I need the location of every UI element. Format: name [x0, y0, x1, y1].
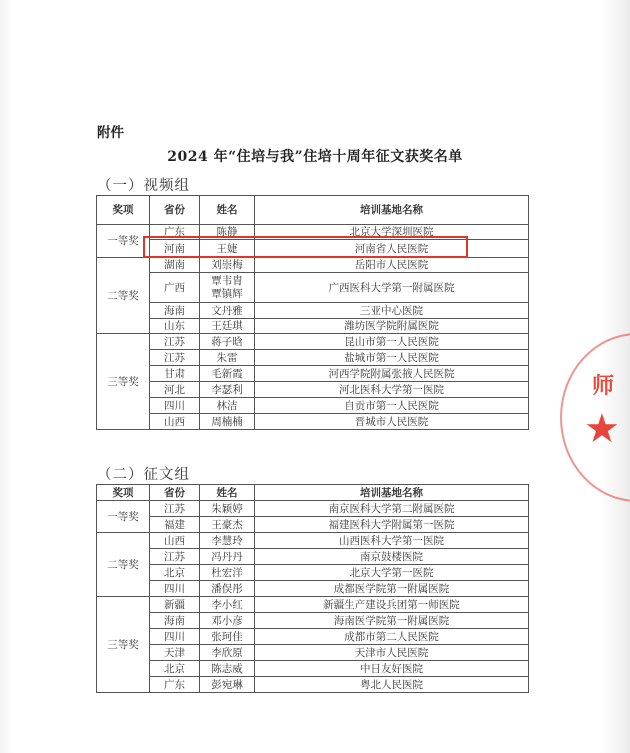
province-cell: 四川 [150, 581, 200, 597]
award-cell: 二等奖 [97, 258, 150, 334]
header-province: 省份 [150, 485, 200, 501]
name-cell: 李小红 [200, 597, 255, 613]
base-cell: 成都医学院第一附属医院 [255, 581, 529, 597]
attachment-label: 附件 [97, 125, 124, 141]
province-cell: 北京 [150, 661, 200, 677]
name-cell: 朱雷 [200, 350, 255, 366]
name-cell: 王婕 [200, 240, 255, 258]
name-cell: 蒋子晗 [200, 334, 255, 350]
award-cell: 一等奖 [97, 501, 150, 533]
base-cell: 山西医科大学第一医院 [255, 533, 529, 549]
province-cell: 广东 [150, 677, 200, 693]
base-cell: 中日友好医院 [255, 661, 529, 677]
base-cell: 昆山市第一人民医院 [255, 334, 529, 350]
table-row [97, 366, 529, 382]
base-cell: 南京医科大学第二附属医院 [255, 501, 529, 517]
base-cell: 河西学院附属张掖人民医院 [255, 366, 529, 382]
award-cell: 一等奖 [97, 225, 150, 258]
table-row [97, 677, 529, 693]
name-cell [200, 273, 255, 303]
base-cell: 河南省人民医院 [255, 240, 529, 258]
header-name: 姓名 [200, 196, 255, 225]
province-cell: 山西 [150, 414, 200, 430]
province-cell: 河北 [150, 382, 200, 398]
base-cell: 河北医科大学第一医院 [255, 382, 529, 398]
table-row [97, 382, 529, 398]
name-cell: 彭宛琳 [200, 677, 255, 693]
award-cell: 二等奖 [97, 533, 150, 597]
header-award: 奖项 [97, 485, 150, 501]
table-row [97, 398, 529, 414]
name-cell: 冯丹丹 [200, 549, 255, 565]
table-row [97, 581, 529, 597]
base-cell: 潍坊医学院附属医院 [255, 319, 529, 334]
table-row [97, 629, 529, 645]
table-row [97, 501, 529, 517]
name-cell: 朱颖婷 [200, 501, 255, 517]
province-cell: 福建 [150, 517, 200, 533]
header-award: 奖项 [97, 196, 150, 225]
base-cell: 广西医科大学第一附属医院 [255, 273, 529, 303]
base-cell: 北京大学第一医院 [255, 565, 529, 581]
name-cell: 陈志威 [200, 661, 255, 677]
table-row [97, 258, 529, 273]
table-row [97, 303, 529, 319]
base-cell: 三亚中心医院 [255, 303, 529, 319]
essay-group-heading: （二）征文组 [97, 467, 190, 483]
seal-character: 师 [592, 373, 615, 399]
province-cell: 广东 [150, 225, 200, 240]
table-row [97, 334, 529, 350]
highlight-box [143, 236, 468, 258]
province-cell: 湖南 [150, 258, 200, 273]
province-cell: 山西 [150, 533, 200, 549]
name-cell: 毛新霞 [200, 366, 255, 382]
video-group-table [96, 195, 529, 430]
province-cell: 北京 [150, 565, 200, 581]
header-province: 省份 [150, 196, 200, 225]
province-cell: 江苏 [150, 501, 200, 517]
header-name: 姓名 [200, 485, 255, 501]
table-row [97, 597, 529, 613]
province-cell: 海南 [150, 303, 200, 319]
document-title: 2024 年“住培与我”住培十周年征文获奖名单 [167, 149, 463, 165]
province-cell: 山东 [150, 319, 200, 334]
base-cell: 新疆生产建设兵团第一师医院 [255, 597, 529, 613]
name-cell: 王廷琪 [200, 319, 255, 334]
base-cell: 北京大学深圳医院 [255, 225, 529, 240]
name-cell: 陈静 [200, 225, 255, 240]
table-header-row [97, 485, 529, 501]
video-group-heading: （一）视频组 [97, 178, 190, 194]
base-cell: 粤北人民医院 [255, 677, 529, 693]
name-cell: 李瑟利 [200, 382, 255, 398]
province-cell: 四川 [150, 398, 200, 414]
table-row [97, 549, 529, 565]
province-cell: 甘肃 [150, 366, 200, 382]
province-cell: 广西 [150, 273, 200, 303]
province-cell: 江苏 [150, 334, 200, 350]
name-cell: 杜宏洋 [200, 565, 255, 581]
name-line: 覃镇辉 [211, 287, 243, 300]
name-cell: 张珂佳 [200, 629, 255, 645]
table-row [97, 319, 529, 334]
table-row [97, 565, 529, 581]
base-cell: 成都市第二人民医院 [255, 629, 529, 645]
base-cell: 晋城市人民医院 [255, 414, 529, 430]
province-cell: 江苏 [150, 350, 200, 366]
table-row [97, 414, 529, 430]
province-cell: 海南 [150, 613, 200, 629]
province-cell: 四川 [150, 629, 200, 645]
header-base: 培训基地名称 [255, 196, 529, 225]
table-row [97, 533, 529, 549]
table-row [97, 645, 529, 661]
name-cell: 李慧玲 [200, 533, 255, 549]
base-cell: 南京鼓楼医院 [255, 549, 529, 565]
name-cell: 林洁 [200, 398, 255, 414]
name-line: 覃韦胄 [211, 274, 243, 287]
province-cell: 新疆 [150, 597, 200, 613]
base-cell: 福建医科大学附属第一医院 [255, 517, 529, 533]
award-cell: 三等奖 [97, 334, 150, 430]
name-cell: 周楠楠 [200, 414, 255, 430]
table-row [97, 273, 529, 303]
header-base: 培训基地名称 [255, 485, 529, 501]
base-cell: 自贡市第一人民医院 [255, 398, 529, 414]
name-cell: 刘崇梅 [200, 258, 255, 273]
base-cell: 岳阳市人民医院 [255, 258, 529, 273]
seal-star-icon: ★ [584, 406, 620, 452]
name-cell: 潘俣彤 [200, 581, 255, 597]
name-cell: 邓小彦 [200, 613, 255, 629]
table-row [97, 350, 529, 366]
base-cell: 盐城市第一人民医院 [255, 350, 529, 366]
base-cell: 天津市人民医院 [255, 645, 529, 661]
name-cell: 王豪杰 [200, 517, 255, 533]
province-cell: 河南 [150, 240, 200, 258]
base-cell: 海南医学院第一附属医院 [255, 613, 529, 629]
table-row [97, 661, 529, 677]
province-cell: 天津 [150, 645, 200, 661]
essay-group-table [96, 484, 529, 693]
name-cell: 李欣原 [200, 645, 255, 661]
table-header-row [97, 196, 529, 225]
award-cell: 三等奖 [97, 597, 150, 693]
name-cell: 文丹雅 [200, 303, 255, 319]
table-row [97, 517, 529, 533]
table-row [97, 613, 529, 629]
province-cell: 江苏 [150, 549, 200, 565]
